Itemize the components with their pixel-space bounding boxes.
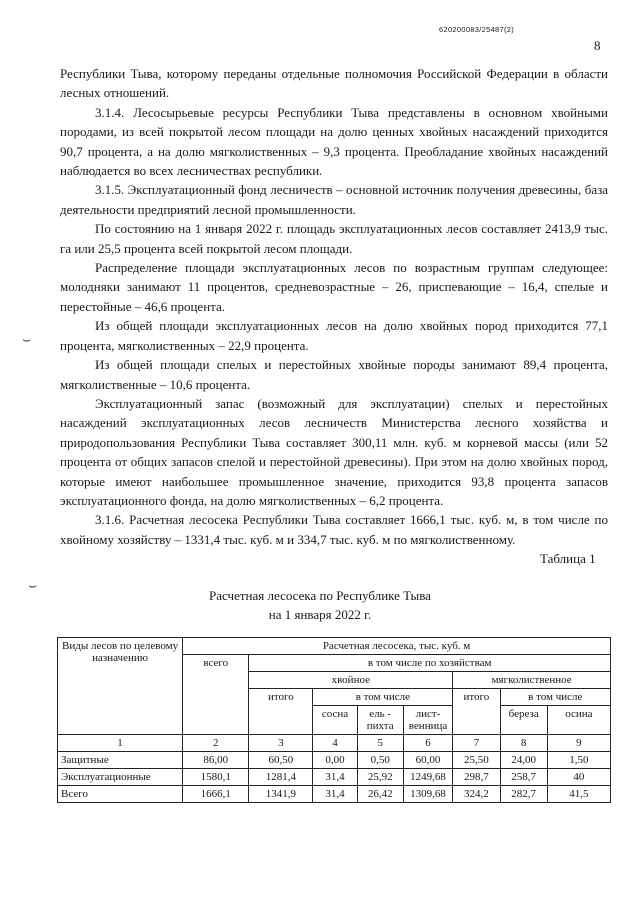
table-cell: 26,42: [357, 786, 403, 803]
allowable-cut-table: [57, 637, 611, 803]
page-number: 8: [594, 38, 601, 53]
column-number: 2: [183, 735, 249, 752]
paragraph: Из общей площади эксплуатационных лесов на долю хвойных пород приходится 77,1 процента, мягколиственных – 22,9 процента.: [60, 318, 608, 353]
table-cell: 298,7: [453, 769, 500, 786]
table-title-line: Расчетная лесосека по Республике Тыва: [209, 588, 431, 603]
header-soft: мягколиственное: [453, 672, 611, 689]
header-including: в том числе: [500, 689, 610, 706]
column-number-row: [58, 735, 611, 752]
header-aspen: осина: [547, 706, 610, 735]
header-spruce-fir: ель - пихта: [357, 706, 403, 735]
table-title-line: на 1 января 2022 г.: [268, 607, 372, 622]
row-label: Всего: [58, 786, 183, 803]
column-number: 1: [58, 735, 183, 752]
table-cell: 1341,9: [249, 786, 313, 803]
table-cell: 31,4: [313, 786, 357, 803]
paragraph: 3.1.5. Эксплуатационный фонд лесничеств – основной источник получения древесины, база деятельности предприятий лесной промышленности.: [60, 182, 608, 217]
document-id: 620200083/25487(2): [439, 25, 515, 34]
table-cell: 324,2: [453, 786, 500, 803]
table-cell: 1249,68: [403, 769, 452, 786]
table-cell: 41,5: [547, 786, 610, 803]
table-cell: 1,50: [547, 752, 610, 769]
column-number: 9: [547, 735, 610, 752]
table-row: [58, 786, 611, 803]
row-label: Эксплуатационные: [58, 769, 183, 786]
column-number: 5: [357, 735, 403, 752]
table-cell: 25,92: [357, 769, 403, 786]
table-cell: 1666,1: [183, 786, 249, 803]
table-cell: 282,7: [500, 786, 547, 803]
header-larch: лист- венница: [403, 706, 452, 735]
column-number: 4: [313, 735, 357, 752]
margin-mark: ⌣: [22, 333, 32, 348]
header-total: всего: [183, 655, 249, 735]
paragraph: 3.1.6. Расчетная лесосека Республики Тыва составляет 1666,1 тыс. куб. м, в том числе по хвойному хозяйству – 1331,4 тыс. куб. м и 334,7 тыс. куб. м по мягколиственному.: [60, 512, 608, 547]
table-cell: 86,00: [183, 752, 249, 769]
table-row: [58, 752, 611, 769]
table-cell: 258,7: [500, 769, 547, 786]
column-number: 7: [453, 735, 500, 752]
document-body: [60, 64, 608, 549]
paragraph: Республики Тыва, которому переданы отдельные полномочия Российской Федерации в области лесных отношений.: [60, 66, 608, 101]
header-pine: сосна: [313, 706, 357, 735]
table-cell: 31,4: [313, 769, 357, 786]
paragraph: Распределение площади эксплуатационных лесов по возрастным группам следующее: молодняки занимают 11 процентов, средневозрастные – 26, приспевающие – 16,4, спелые и перестойные – 46,6 процента.: [60, 260, 608, 314]
table-cell: 1580,1: [183, 769, 249, 786]
table-cell: 60,00: [403, 752, 452, 769]
column-number: 8: [500, 735, 547, 752]
table-cell: 1309,68: [403, 786, 452, 803]
table-cell: 60,50: [249, 752, 313, 769]
table-cell: 40: [547, 769, 610, 786]
table-label: Таблица 1: [540, 551, 596, 566]
table-row: [58, 769, 611, 786]
header-conifer: хвойное: [249, 672, 453, 689]
paragraph: Из общей площади спелых и перестойных хвойные породы занимают 89,4 процента, мягколиственные – 10,6 процента.: [60, 357, 608, 392]
header-types: Виды лесов по целевому назначению: [58, 638, 183, 735]
header-main: Расчетная лесосека, тыс. куб. м: [183, 638, 611, 655]
table-cell: 24,00: [500, 752, 547, 769]
table-cell: 1281,4: [249, 769, 313, 786]
margin-mark: ⌣: [28, 579, 38, 594]
column-number: 6: [403, 735, 452, 752]
header-itogo: итого: [249, 689, 313, 735]
column-number: 3: [249, 735, 313, 752]
header-itogo: итого: [453, 689, 500, 735]
paragraph: По состоянию на 1 января 2022 г. площадь эксплуатационных лесов составляет 2413,9 тыс. га или 25,5 процента всей покрытой лесом площади.: [60, 221, 608, 256]
table-cell: 0,50: [357, 752, 403, 769]
table-title: [0, 586, 640, 624]
table-cell: 0,00: [313, 752, 357, 769]
paragraph: 3.1.4. Лесосырьевые ресурсы Республики Тыва представлены в основном хвойными породами, из всей покрытой лесом площади на долю ценных хвойных насаждений приходится 90,7 процента, а на долю мягколиственных – 9,3 процента. Преобладание хвойных насаждений наблюдается во всех лесничествах республики.: [60, 104, 608, 179]
row-label: Защитные: [58, 752, 183, 769]
header-birch: береза: [500, 706, 547, 735]
paragraph: Эксплуатационный запас (возможный для эксплуатации) спелых и перестойных насаждений эксплуатационных лесов лесничеств Министерства лесного хозяйства и природопользования Республики Тыва составляет 300,11 млн. куб. м корневой массы (или 52 процента от общих запасов спелой и перестойной древесины). При этом на долю хвойных пород, которые имеют наибольшее промышленное значение, приходится 93,8 процента запасов эксплуатационного фонда, на долю мягколиственных – 6,2 процента.: [60, 395, 608, 508]
header-by-farms: в том числе по хозяйствам: [249, 655, 611, 672]
header-including: в том числе: [313, 689, 453, 706]
table-cell: 25,50: [453, 752, 500, 769]
